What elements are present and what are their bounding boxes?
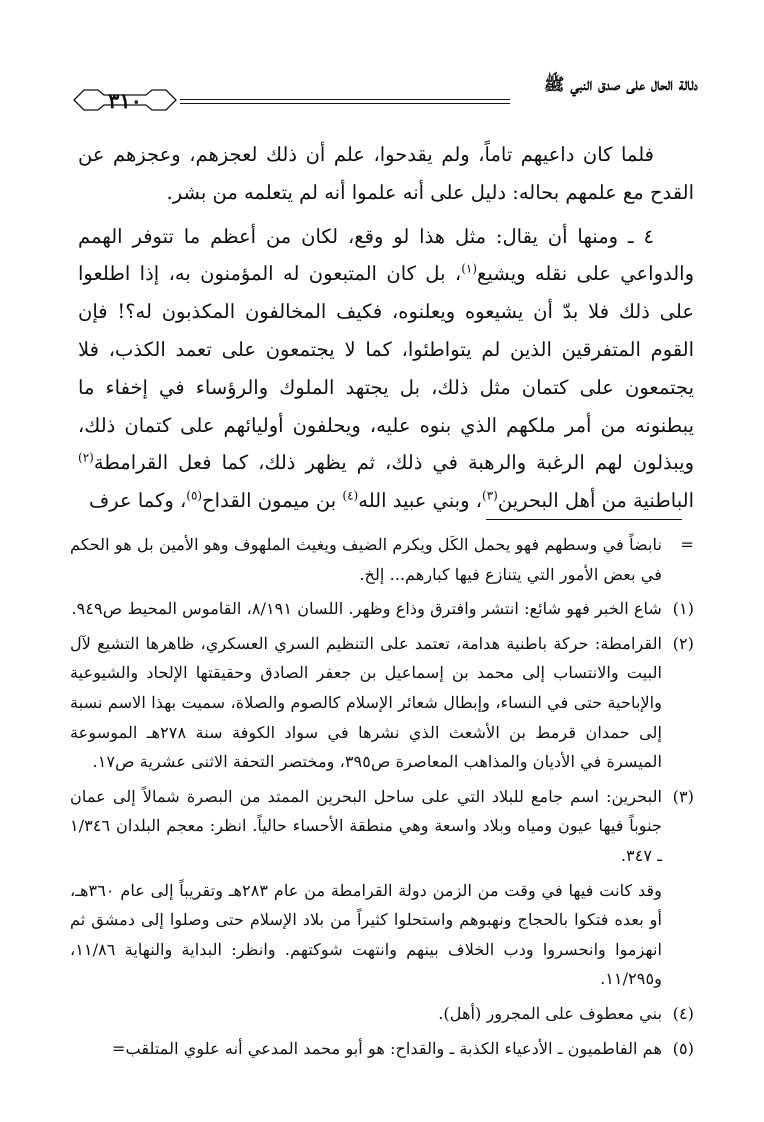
footnote-marker: (٢) <box>672 633 694 653</box>
footnote-text: هم الفاطميون ـ الأدعياء الكذبة ـ والقداح: هو أبو محمد المدعي أنه علوي المتلقب= <box>111 1038 662 1058</box>
footnote-paragraph: وقد كانت فيها في وقت من الزمن دولة القرامطة من عام ٢٨٣هـ وتقريباً إلى عام ٣٦٠هـ، أو بعده فتكوا بالحجاج ونهبوهم واستحلوا كثيراً من بلاد الإسلام حتى وصلوا إلى دمشق ثم انهزموا وانحسروا ودب الخلاف بينهم وانتهت شوكتهم. وانظر: البداية والنهاية ١١/٨٦، و١١/٢٩٥. <box>70 880 662 989</box>
paragraph: فلما كان داعيهم تاماً، ولم يقدحوا، علم أن ذلك لعجزهم، وعجزهم عن القدح مع علمهم بحاله: دليل على أنه علموا أنه لم يتعلمه من بشر. <box>78 143 694 204</box>
running-title: دلالة الحال على صدق النبي ﷺ <box>543 75 698 95</box>
footnote-text: شاع الخبر فهو شائع: انتشر وافترق وذاع وظهر. اللسان ٨/١٩١، القاموس المحيط ص٩٤٩. <box>71 599 662 619</box>
footnote-text: البحرين: اسم جامع للبلاد التي على ساحل البحرين الممتد من البصرة شمالاً إلى عمان جنوباً فيها عيون ومياه وبلاد واسعة وهي منطقة الأحساء حالياً. انظر: معجم البلدان ١/٣٤٦ ـ ٣٤٧. <box>70 786 662 865</box>
footnote-marker: (٤) <box>672 1003 694 1023</box>
footnote-marker: (٣) <box>672 786 694 806</box>
footnote-item <box>70 782 694 871</box>
paragraph <box>78 218 694 520</box>
text-run: الباطنية من أهل البحرين <box>497 489 694 513</box>
footnote-marker: (١) <box>672 599 694 619</box>
footnote-text: القرامطة: حركة باطنية هدامة، تعتمد على التنظيم السري العسكري، ظاهرها التشيع لآل البيت والانتساب إلى محمد بن إسماعيل بن جعفر الصادق وحقيقتها الإلحاد والشيوعية والإباحية حتى في النساء، وإبطال شعائر الإسلام كالصوم والصلاة، سميت بهذا الاسم نسبة إلى حمدان قرمط بن الأشعث الذي نشرها في سواد الكوفة سنة ٢٧٨هـ الموسوعة الميسرة في الأديان والمذاهب المعاصرة ص٣٩٥، ومختصر التحفة الاثنى عشرية ص١٧. <box>70 633 662 772</box>
footnote-text: بني معطوف على المجرور (أهل). <box>438 1003 662 1023</box>
footnote-ref: (٥) <box>186 488 203 503</box>
footnote-marker: (٥) <box>672 1038 694 1058</box>
footnote-ref: (٢) <box>78 450 94 465</box>
text-run: ، وبني عبيد الله <box>358 489 483 513</box>
footnotes <box>70 530 694 1068</box>
footnote-ref: (٤) <box>342 488 359 503</box>
footnote-ref: (٣) <box>482 488 498 503</box>
footnote-item <box>70 1034 694 1064</box>
footnote-item <box>70 629 694 777</box>
footnote-item <box>70 999 694 1029</box>
text-run: ٤ ـ ومنها أن يقال: مثل هذا لو وقع، لكان من أعظم ما تتوفر الهمم والدواعي على نقله ويشيع <box>78 224 694 286</box>
footnote-item <box>70 594 694 624</box>
footnote-separator <box>486 519 682 520</box>
page-header <box>70 72 698 122</box>
footnote-continuation <box>70 530 694 589</box>
page-number-ornament <box>70 84 180 116</box>
main-text <box>78 136 694 526</box>
text-run: ، وكما عرف <box>89 489 187 513</box>
header-rule <box>180 99 510 104</box>
page-number: ٣١٠ <box>108 88 142 113</box>
footnote-marker: = <box>680 535 694 554</box>
footnote-text: نابضاً في وسطهم فهو يحمل الكَل ويكرم الضيف ويغيث الملهوف وهو الأمين بل هو الحكم في بعض الأمور التي يتنازع فيها كبارهم... إلخ. <box>70 535 662 584</box>
text-run: بن ميمون القداح <box>202 489 343 513</box>
text-run: ، بل كان المتبعون له المؤمنون به، إذا اطلعوا على ذلك فلا بدّ أن يشيعوه ويعلنوه، فكيف المخالفون المكذبون له؟! فإن القوم المتفرقين الذين لم يتواطئوا، كما لا يجتمعون على تعمد الكذب، فلا يجتمعون على كتمان مثل ذلك، بل يجتهد الملوك والرؤساء في إخفاء ما يبطنونه من أمر ملكهم الذي بنوه عليه، ويحلفون أوليائهم على كتمان ذلك، ويبذلون لهم الرغبة والرهبة في ذلك، ثم يظهر ذلك، كما فعل القرامطة <box>78 262 694 475</box>
footnote-ref: (١) <box>461 261 478 276</box>
